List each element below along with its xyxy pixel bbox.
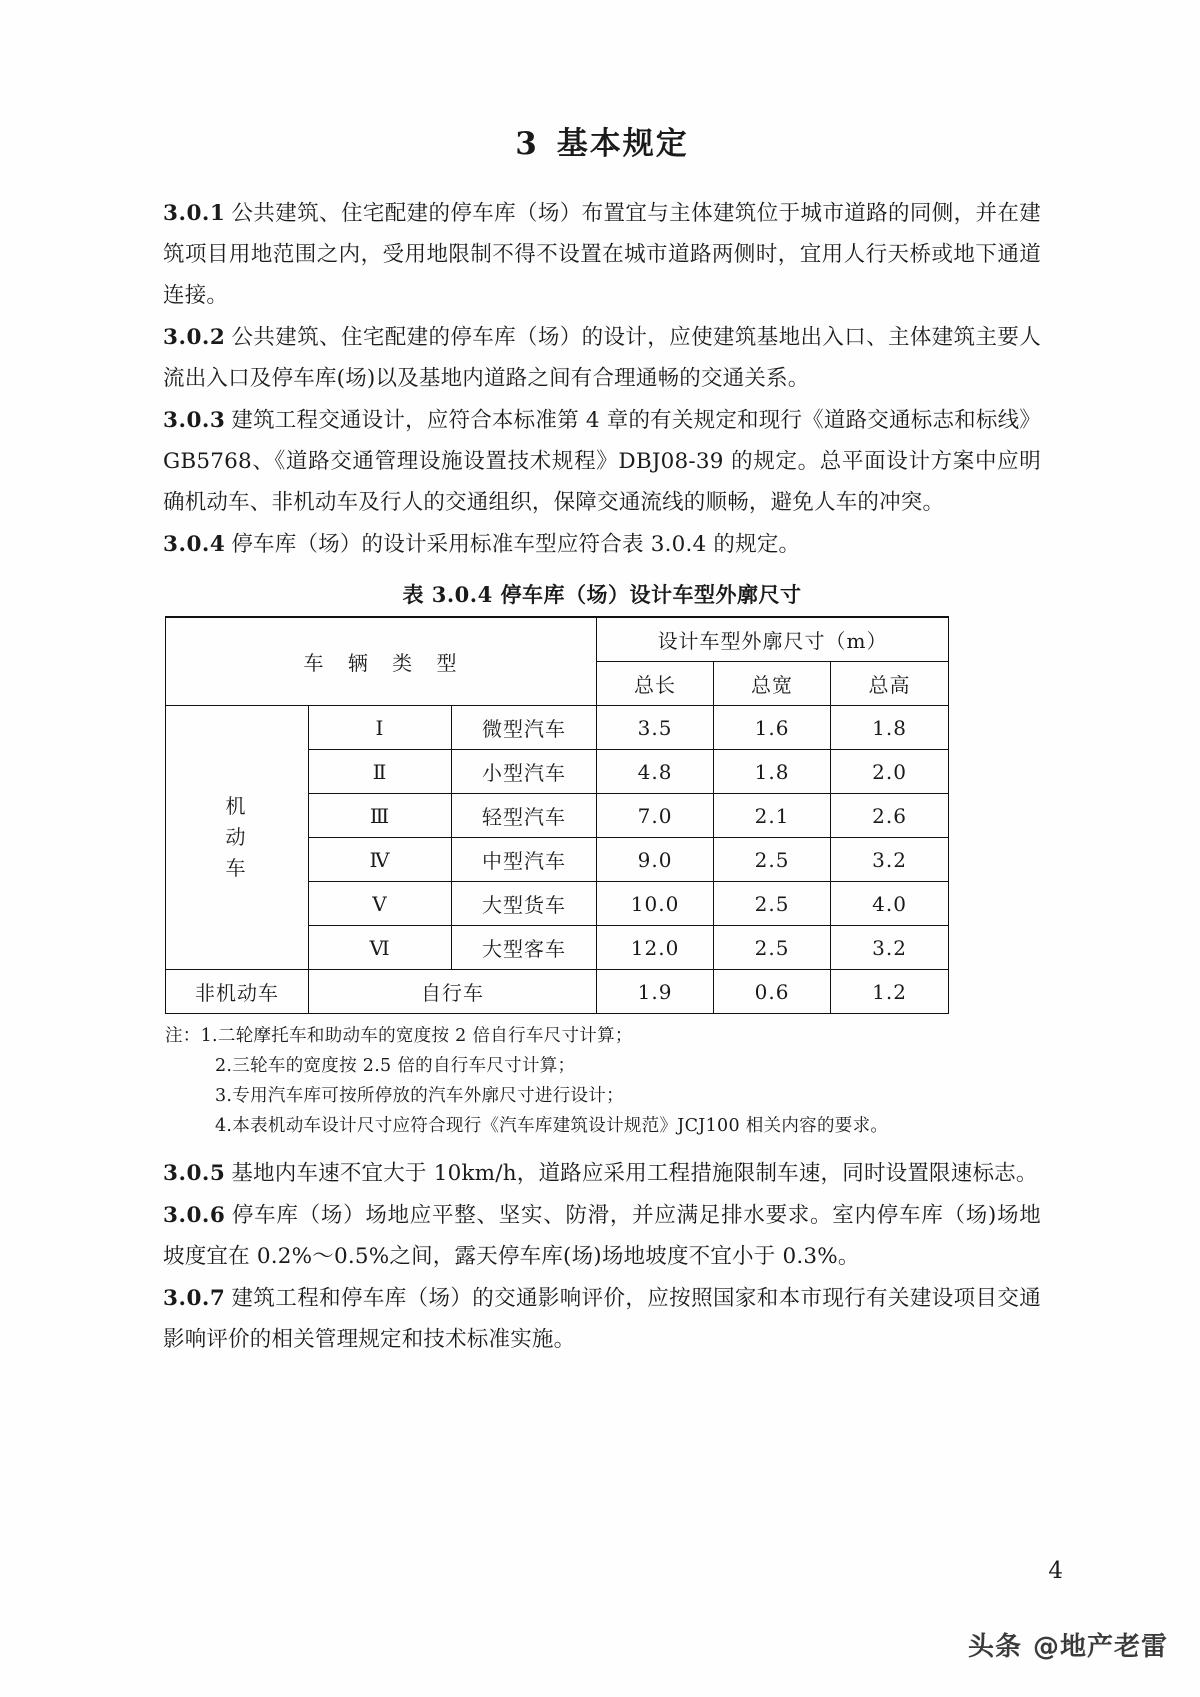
cell-name: 微型汽车 <box>452 706 597 750</box>
cell-length: 10.0 <box>597 882 714 926</box>
chapter-number: 3 <box>515 126 539 162</box>
cell-width: 1.8 <box>714 750 831 794</box>
clause-3-0-2 <box>163 317 1041 399</box>
clause-number: 3.0.4 <box>163 532 226 557</box>
clause-text: 停车库（场）的设计采用标准车型应符合表 3.0.4 的规定。 <box>231 532 801 557</box>
toutiao-logo-icon: 头条 <box>967 1632 1022 1662</box>
cell-height: 1.2 <box>831 970 949 1014</box>
group-char: 动 <box>225 825 249 849</box>
clause-3-0-1 <box>163 193 1041 316</box>
clause-number: 3.0.6 <box>163 1203 226 1228</box>
cell-name: 大型货车 <box>452 882 597 926</box>
cell-height: 3.2 <box>831 926 949 970</box>
note-text: 1.二轮摩托车和助动车的宽度按 2 倍自行车尺寸计算； <box>200 1026 633 1046</box>
cell-width: 2.1 <box>714 794 831 838</box>
clause-number: 3.0.7 <box>163 1286 226 1311</box>
table-row <box>166 706 949 750</box>
table-caption: 表 3.0.4 停车库（场）设计车型外廓尺寸 <box>402 582 802 607</box>
cell-length: 12.0 <box>597 926 714 970</box>
header-total-width: 总宽 <box>714 662 831 706</box>
cell-width: 2.5 <box>714 882 831 926</box>
cell-name: 大型客车 <box>452 926 597 970</box>
group-motor-vehicle <box>166 706 309 970</box>
header-total-height: 总高 <box>831 662 949 706</box>
clause-number: 3.0.3 <box>163 408 226 433</box>
group-char: 机 <box>225 794 249 818</box>
header-vehicle-type: 车 辆 类 型 <box>166 617 597 706</box>
page-title <box>163 118 1041 163</box>
cell-length: 4.8 <box>597 750 714 794</box>
cell-height: 3.2 <box>831 838 949 882</box>
cell-name: 小型汽车 <box>452 750 597 794</box>
header-total-length: 总长 <box>597 662 714 706</box>
clause-3-0-7 <box>163 1278 1041 1360</box>
cell-roman: Ⅲ <box>309 794 452 838</box>
cell-height: 1.8 <box>831 706 949 750</box>
table-row-bicycle <box>166 970 949 1014</box>
clause-text: 建筑工程交通设计，应符合本标准第 4 章的有关规定和现行《道路交通标志和标线》GB5768、《道路交通管理设施设置技术规程》DBJ08-39 的规定。总平面设计方案中应明确机动车、非机动车及行人的交通组织，保障交通流线的顺畅，避免人车的冲突。 <box>163 408 1041 515</box>
clause-text: 公共建筑、住宅配建的停车库（场）的设计，应使建筑基地出入口、主体建筑主要人流出入口及停车库(场)以及基地内道路之间有合理通畅的交通关系。 <box>163 325 1041 391</box>
table-notes <box>163 1021 1041 1141</box>
cell-height: 4.0 <box>831 882 949 926</box>
cell-length: 1.9 <box>597 970 714 1014</box>
clause-number: 3.0.1 <box>163 201 226 226</box>
page-number: 4 <box>1048 1558 1063 1584</box>
note-item: 2.三轮车的宽度按 2.5 倍的自行车尺寸计算； <box>215 1056 576 1076</box>
cell-name: 自行车 <box>309 970 597 1014</box>
header-dimensions-group: 设计车型外廓尺寸（m） <box>597 617 949 662</box>
cell-width: 1.6 <box>714 706 831 750</box>
cell-name: 中型汽车 <box>452 838 597 882</box>
clause-text: 停车库（场）场地应平整、坚实、防滑，并应满足排水要求。室内停车库（场)场地坡度宜在 0.2%～0.5%之间，露天停车库(场)场地坡度不宜小于 0.3%。 <box>163 1203 1041 1269</box>
cell-roman: Ⅵ <box>309 926 452 970</box>
cell-height: 2.6 <box>831 794 949 838</box>
cell-roman: Ⅴ <box>309 882 452 926</box>
note-item: 4.本表机动车设计尺寸应符合现行《汽车库建筑设计规范》JCJ100 相关内容的要求。 <box>215 1116 889 1136</box>
table-header-row-1 <box>166 617 949 662</box>
clause-number: 3.0.2 <box>163 325 226 350</box>
note-item: 3.专用汽车库可按所停放的汽车外廓尺寸进行设计； <box>215 1086 624 1106</box>
cell-length: 7.0 <box>597 794 714 838</box>
group-non-motor-vehicle: 非机动车 <box>166 970 309 1014</box>
cell-roman: Ⅱ <box>309 750 452 794</box>
cell-roman: Ⅳ <box>309 838 452 882</box>
clause-text: 建筑工程和停车库（场）的交通影响评价，应按照国家和本市现行有关建设项目交通影响评价的相关管理规定和技术标准实施。 <box>163 1286 1041 1352</box>
page-content <box>163 118 1041 1361</box>
group-char: 车 <box>225 856 249 880</box>
clause-3-0-6 <box>163 1195 1041 1277</box>
cell-length: 3.5 <box>597 706 714 750</box>
clause-text: 基地内车速不宜大于 10km/h，道路应采用工程措施限制车速，同时设置限速标志。 <box>231 1161 1038 1186</box>
chapter-title-text: 基本规定 <box>556 126 689 162</box>
cell-roman: Ⅰ <box>309 706 452 750</box>
note-item <box>165 1021 1041 1051</box>
cell-length: 9.0 <box>597 838 714 882</box>
watermark <box>968 1626 1168 1663</box>
notes-label: 注： <box>165 1026 201 1046</box>
clause-3-0-5 <box>163 1153 1041 1194</box>
cell-name: 轻型汽车 <box>452 794 597 838</box>
cell-width: 2.5 <box>714 838 831 882</box>
clause-3-0-3 <box>163 400 1041 523</box>
watermark-handle: @地产老雷 <box>1032 1632 1168 1662</box>
clause-3-0-4 <box>163 524 1041 565</box>
vehicle-dimension-table <box>165 616 949 1014</box>
clause-number: 3.0.5 <box>163 1161 226 1186</box>
cell-width: 2.5 <box>714 926 831 970</box>
cell-height: 2.0 <box>831 750 949 794</box>
cell-width: 0.6 <box>714 970 831 1014</box>
clause-text: 公共建筑、住宅配建的停车库（场）布置宜与主体建筑位于城市道路的同侧，并在建筑项目用地范围之内，受用地限制不得不设置在城市道路两侧时，宜用人行天桥或地下通道连接。 <box>163 201 1041 308</box>
clauses-after-table <box>163 1153 1041 1360</box>
